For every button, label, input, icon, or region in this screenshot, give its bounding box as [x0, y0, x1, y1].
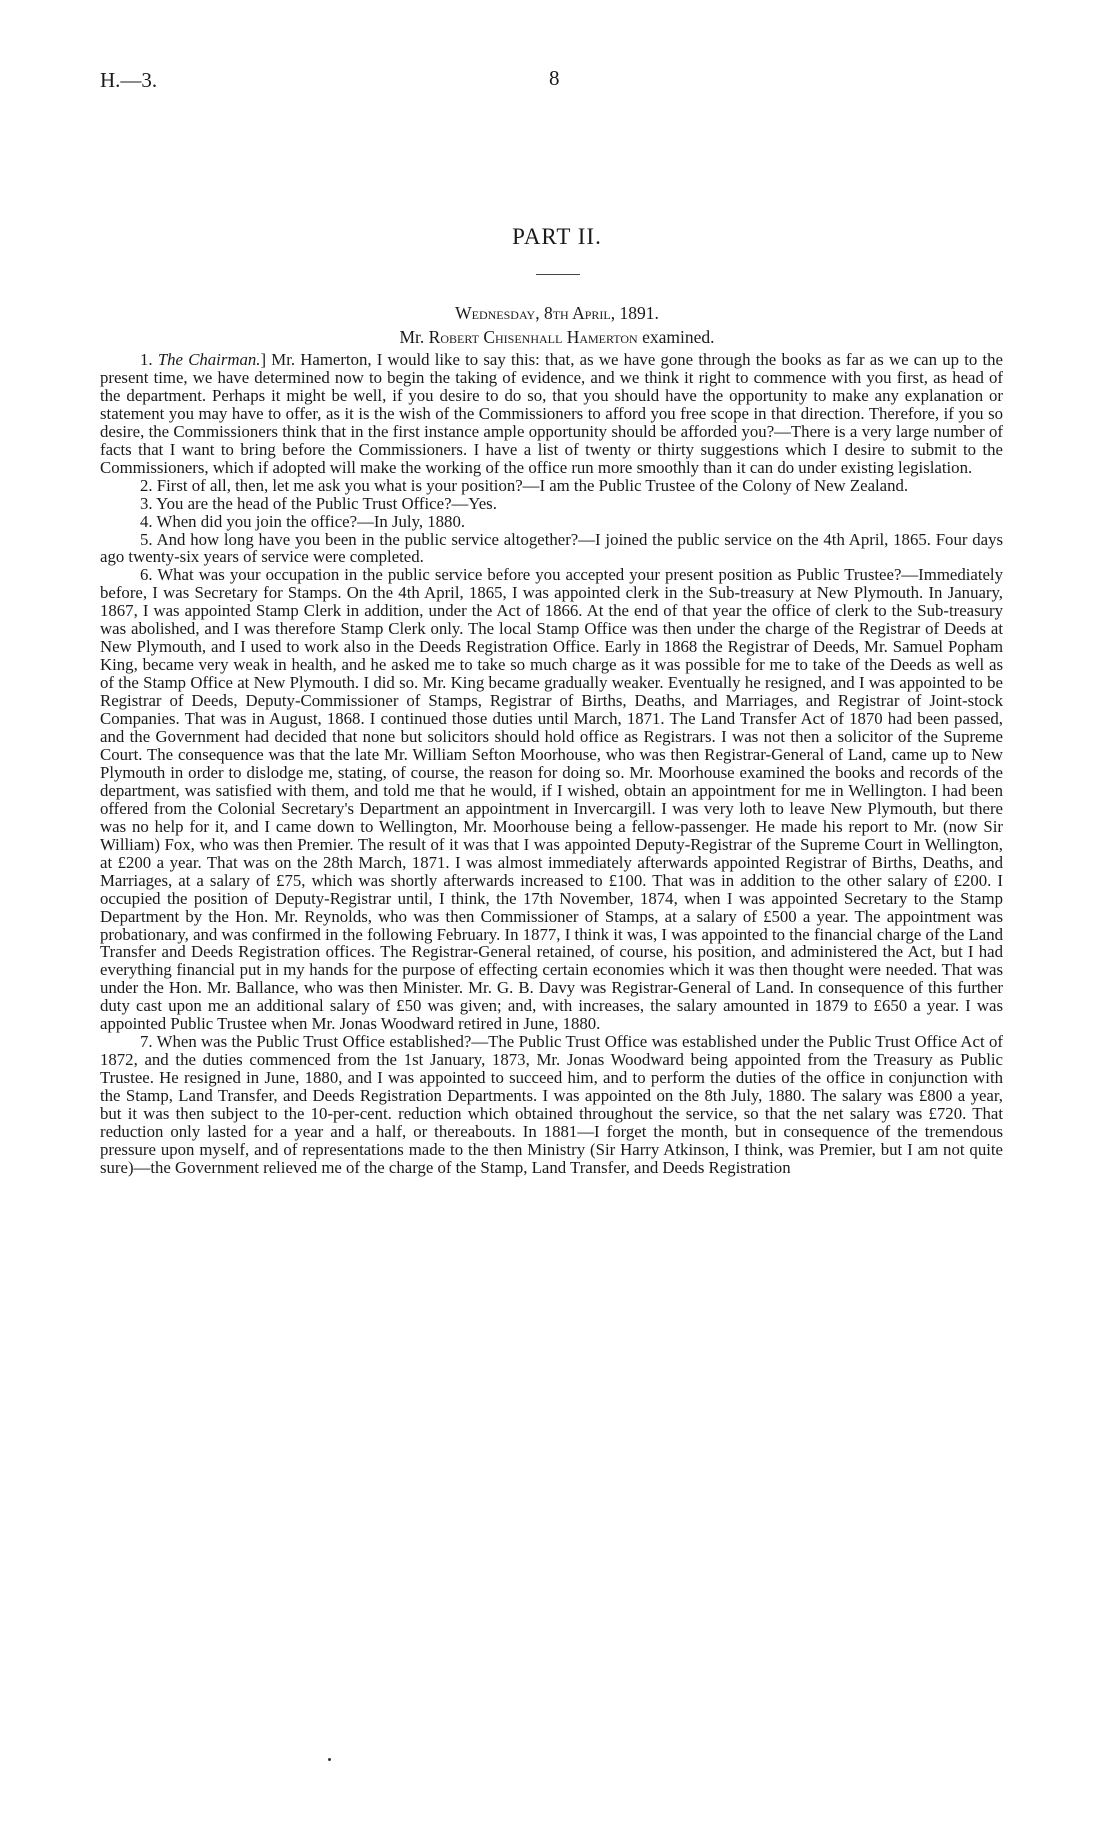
title-divider: [536, 274, 580, 275]
paragraph-number: 2.: [140, 475, 153, 495]
testimony-paragraph: [100, 477, 1003, 495]
paragraph-number: 1.: [140, 350, 153, 369]
paragraph-number: 5.: [140, 529, 153, 549]
speaker-name: The Chairman.: [157, 350, 261, 369]
testimony-paragraph: [100, 531, 1003, 567]
witness-suffix: examined.: [637, 327, 715, 347]
paragraph-text: First of all, then, let me ask you what is your position?—I am the Public Trustee of the Colony of New Zealand.: [156, 475, 909, 495]
testimony-paragraph: [100, 513, 1003, 531]
ink-speck: [328, 1758, 331, 1761]
paragraph-number: 7.: [140, 1032, 153, 1052]
testimony-paragraph: [100, 566, 1003, 1033]
testimony-paragraph: [100, 351, 1003, 477]
paragraph-text: You are the head of the Public Trust Office?—Yes.: [156, 493, 497, 513]
witness-prefix: Mr.: [399, 327, 429, 347]
paragraph-text: ] Mr. Hamerton, I would like to say this: that, as we have gone through the books as far as we can up to the present time, we have determined now to begin the taking of evidence, and we think it right to commence with you first, as head of the department. Perhaps it might be well, if you desire to do so, that you should have the opportunity to make any explanation or statement you may have to offer, as it is the wish of the Commissioners to afford you free scope in that direction. Therefore, if you so desire, the Commissioners think that in the first instance ample opportunity should be afforded you?—There is a very large number of facts that I want to bring before the Commissioners. I have a list of twenty or thirty suggestions which I desire to submit to the Commissioners, which if adopted will make the working of the office run more smoothly than it can do under existing legislation.: [100, 350, 1003, 477]
paragraph-number: 3.: [140, 493, 153, 513]
witness-name: Robert Chisenhall Hamerton: [428, 327, 638, 347]
testimony-paragraph: [100, 495, 1003, 513]
page-number: 8: [549, 66, 560, 90]
paragraph-text: And how long have you been in the public service altogether?—I joined the public service on the 4th April, 1865. Four days ago twenty-six years of service were completed.: [100, 529, 1003, 567]
session-date: Wednesday, 8th April, 1891.: [455, 303, 659, 323]
part-title: PART II.: [512, 224, 602, 249]
testimony-paragraph: [100, 1033, 1003, 1177]
paragraph-number: 6.: [140, 565, 153, 585]
document-reference: H.—3.: [100, 68, 158, 92]
testimony-body: [100, 351, 1003, 1177]
paragraph-text: What was your occupation in the public service before you accepted your present position as Public Trustee?—Immediately before, I was Secretary for Stamps. On the 4th April, 1865, I was appointed clerk in the Sub-treasury at New Plymouth. In January, 1867, I was appointed Stamp Clerk in addition, under the Act of 1866. At the end of that year the office of clerk to the Sub-treasury was abolished, and I was therefore Stamp Clerk only. The local Stamp Office was then under the charge of the Registrar of Deeds at New Plymouth, and I used to work also in the Deeds Registration Office. Early in 1868 the Registrar of Deeds, Mr. Samuel Popham King, became very weak in health, and he asked me to take so much charge as it was possible for me to take of the Deeds as well as of the Stamp Office at New Plymouth. I did so. Mr. King became gradually weaker. Eventually he resigned, and I was appointed to be Registrar of Deeds, Deputy-Commissioner of Stamps, Registrar of Births, Deaths, and Marriages, and Registrar of Joint-stock Companies. That was in August, 1868. I continued those duties until March, 1871. The Land Transfer Act of 1870 had been passed, and the Government had decided that none but solicitors should hold office as Registrars. I was not then a solicitor of the Supreme Court. The consequence was that the late Mr. William Sefton Moorhouse, who was then Registrar-General of Land, came up to New Plymouth in order to dislodge me, stating, of course, the reason for doing so. Mr. Moorhouse examined the books and records of the department, was satisfied with them, and told me that he would, if I wished, obtain an appointment for me in Wellington. I had been offered from the Colonial Secretary's Department an appointment in Invercargill. I was very loth to leave New Plymouth, but there was no help for it, and I came down to Wellington, Mr. Moorhouse being a fellow-passenger. He made his report to Mr. (now Sir William) Fox, who was then Premier. The result of it was that I was appointed Deputy-Registrar of the Supreme Court in Wellington, at £200 a year. That was on the 28th March, 1871. I was almost immediately afterwards appointed Registrar of Births, Deaths, and Marriages, at a salary of £75, which was shortly afterwards increased to £100. That was in addition to the other salary of £200. I occupied the position of Deputy-Registrar until, I think, the 17th November, 1874, when I was appointed Secretary to the Stamp Department by the Hon. Mr. Reynolds, who was then Commissioner of Stamps, at a salary of £500 a year. The appointment was probationary, and was confirmed in the following February. In 1877, I think it was, I was appointed to the financial charge of the Land Transfer and Deeds Registration offices. The Registrar-General retained, of course, his position, and administered the Act, but I had everything financial put in my hands for the purpose of effecting certain economies which it was then thought were needed. That was under the Hon. Mr. Ballance, who was then Minister. Mr. G. B. Davy was Registrar-General of Land. In consequence of this further duty cast upon me an additional salary of £50 was given; and, with increases, the salary amounted in 1879 to £650 a year. I was appointed Public Trustee when Mr. Jonas Woodward retired in June, 1880.: [100, 565, 1003, 1034]
paragraph-text: When was the Public Trust Office established?—The Public Trust Office was established under the Public Trust Office Act of 1872, and the duties commenced from the 1st January, 1873, Mr. Jonas Woodward being appointed from the Treasury as Public Trustee. He resigned in June, 1880, and I was appointed to succeed him, and to perform the duties of the office in conjunction with the Stamp, Land Transfer, and Deeds Registration Departments. I was appointed on the 8th July, 1880. The salary was £800 a year, but it was then subject to the 10-per-cent. reduction which obtained throughout the service, so that the net salary was £720. That reduction only lasted for a year and a half, or thereabouts. In 1881—I forget the month, but in consequence of the tremendous pressure upon myself, and of representations made to the then Ministry (Sir Harry Atkinson, I think, was Premier, but I am not quite sure)—the Government relieved me of the charge of the Stamp, Land Transfer, and Deeds Registration: [100, 1032, 1003, 1177]
witness-line: [0, 327, 1114, 348]
paragraph-number: 4.: [140, 511, 153, 531]
paragraph-text: When did you join the office?—In July, 1880.: [156, 511, 466, 531]
